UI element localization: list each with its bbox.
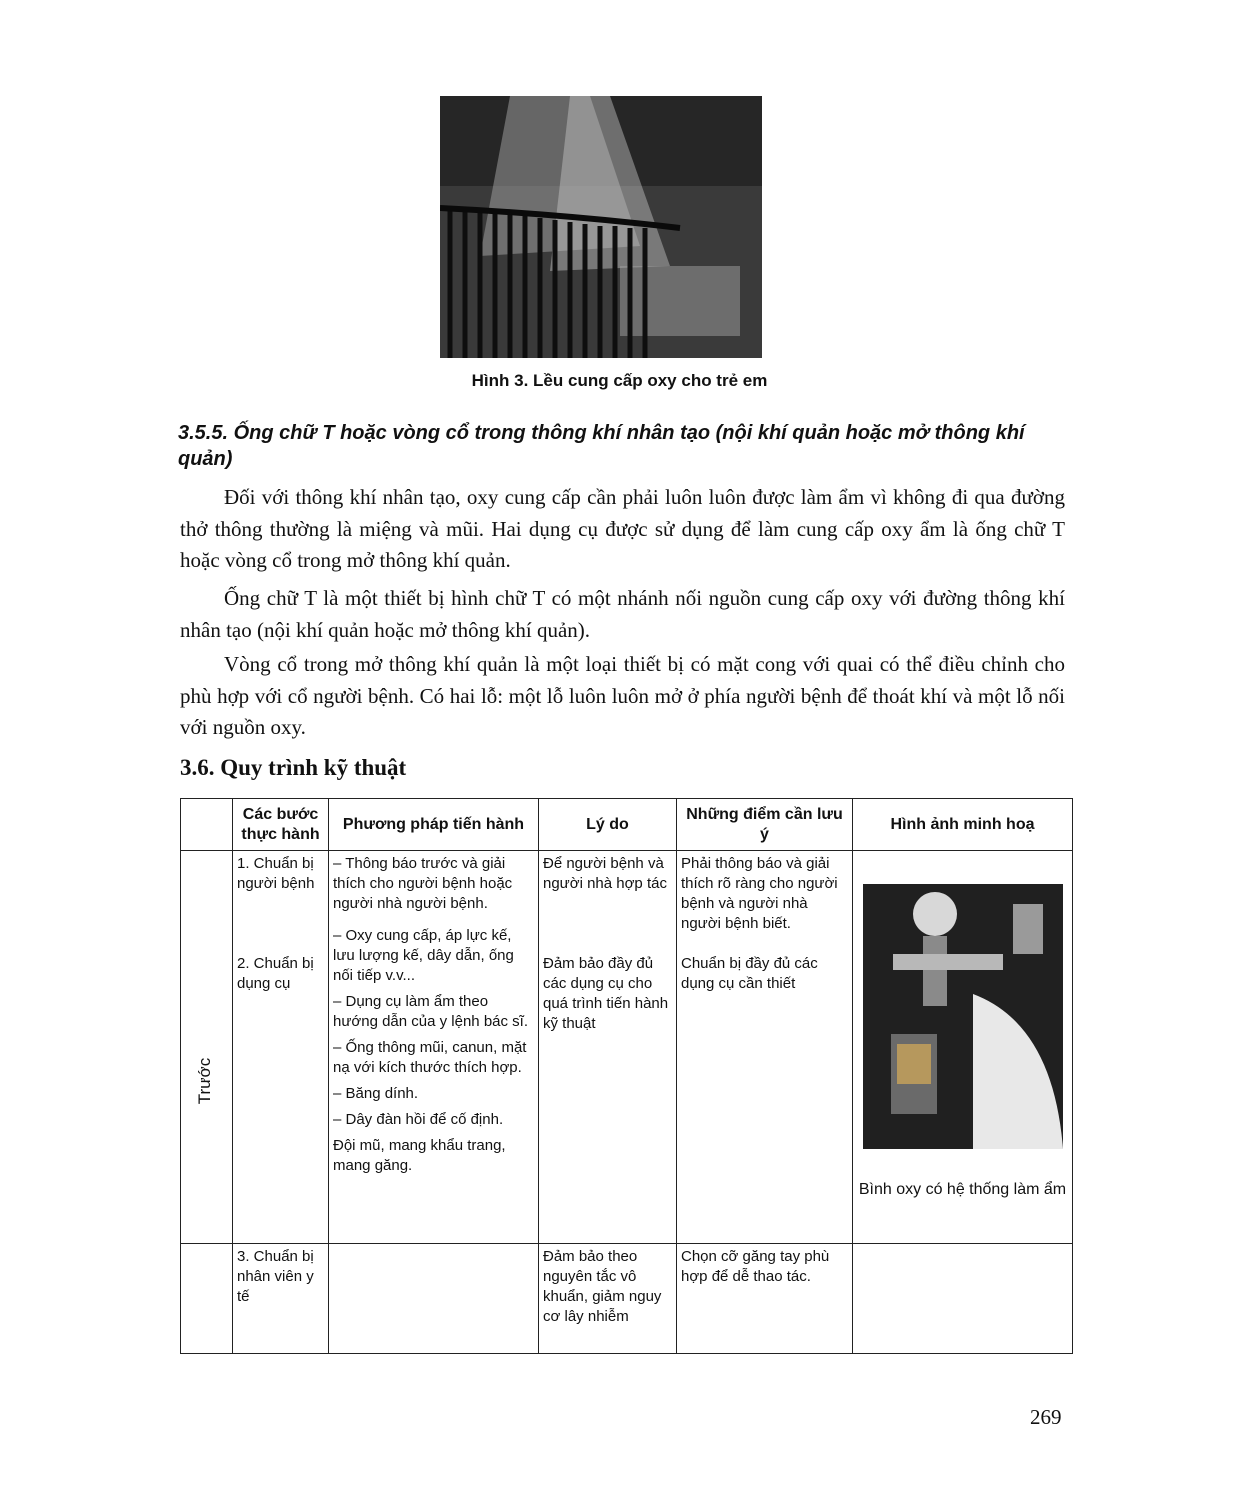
methods-cell [329,851,539,1244]
oxygen-tent-photo [440,96,762,358]
reason-text: Đảm bảo đầy đủ các dụng cụ cho quá trình tiến hành kỹ thuật [543,955,669,1032]
phase-cell [181,851,233,1244]
header-cell: Các bước thực hành [233,799,329,851]
header-cell: Lý do [539,799,677,851]
procedure-table [180,798,1073,1354]
note-text: Phải thông báo và giải thích rõ ràng cho người bệnh và người nhà người bệnh biết. [681,855,838,932]
step-text: 3. Chuẩn bị nhân viên y tế [237,1248,314,1305]
method-item: Đội mũ, mang khẩu trang, mang găng. [333,1137,506,1174]
phase-label: Trước [195,1057,214,1105]
oxygen-humidifier-photo [863,884,1063,1149]
image-cell [853,1244,1073,1354]
note-text: Chọn cỡ găng tay phù hợp để dễ thao tác. [681,1248,830,1285]
paragraph: Ống chữ T là một thiết bị hình chữ T có một nhánh nối nguồn cung cấp oxy với đường thông khí nhân tạo (nội khí quản hoặc mở thông khí quản). [180,586,1065,642]
header-cell: Những điểm cần lưu ý [677,799,853,851]
method-item: – Oxy cung cấp, áp lực kế, lưu lượng kế, dây dẫn, ống nối tiếp v.v... [333,927,514,984]
step-text: 2. Chuẩn bị dụng cụ [237,955,314,992]
table-row [181,1244,1073,1354]
image-caption: Bình oxy có hệ thống làm ẩm [858,1181,1067,1198]
reason-text: Để người bệnh và người nhà hợp tác [543,855,667,892]
method-item: – Dụng cụ làm ẩm theo hướng dẫn của y lệnh bác sĩ. [333,993,528,1030]
figure-caption: Hình 3. Lều cung cấp oxy cho trẻ em [471,371,768,390]
paragraph: Đối với thông khí nhân tạo, oxy cung cấp cần phải luôn luôn được làm ẩm vì không đi qua đường thở thông thường là miệng và mũi. Hai dụng cụ được sử dụng để làm cung cấp oxy ẩm là ống chữ T hoặc vòng cổ trong mở thông khí quản. [180,485,1065,572]
method-item: – Ống thông mũi, canun, mặt nạ với kích thước thích hợp. [333,1039,527,1076]
header-cell-empty [181,799,233,851]
reasons-cell [539,851,677,1244]
steps-cell [233,851,329,1244]
method-item: – Dây đàn hồi để cố định. [333,1111,504,1128]
phase-cell [181,1244,233,1354]
paragraph: Vòng cổ trong mở thông khí quản là một loại thiết bị có mặt cong với quai có thể điều chỉnh cho phù hợp với cổ người bệnh. Có hai lỗ: một lỗ luôn luôn mở ở phía người bệnh để thoát khí và một lỗ nối với nguồn oxy. [180,652,1065,739]
table-header-row [181,799,1073,851]
step-text: 1. Chuẩn bị người bệnh [237,855,315,892]
note-text: Chuẩn bị đầy đủ các dụng cụ cần thiết [681,955,818,992]
method-item: – Thông báo trước và giải thích cho người bệnh hoặc người nhà người bệnh. [333,855,513,912]
methods-cell [329,1244,539,1354]
steps-cell [233,1244,329,1354]
section-heading: 3.5.5. Ống chữ T hoặc vòng cổ trong thông khí nhân tạo (nội khí quản hoặc mở thông khí quản) [178,422,1025,470]
section-heading: 3.6. Quy trình kỹ thuật [180,755,407,780]
image-cell [853,851,1073,1244]
reasons-cell [539,1244,677,1354]
notes-cell [677,1244,853,1354]
header-cell: Hình ảnh minh hoạ [853,799,1073,851]
header-cell: Phương pháp tiến hành [329,799,539,851]
notes-cell [677,851,853,1244]
table-row [181,851,1073,1244]
reason-text: Đảm bảo theo nguyên tắc vô khuẩn, giảm nguy cơ lây nhiễm [543,1248,662,1325]
page-number: 269 [1030,1405,1062,1429]
method-item: – Băng dính. [333,1085,419,1102]
